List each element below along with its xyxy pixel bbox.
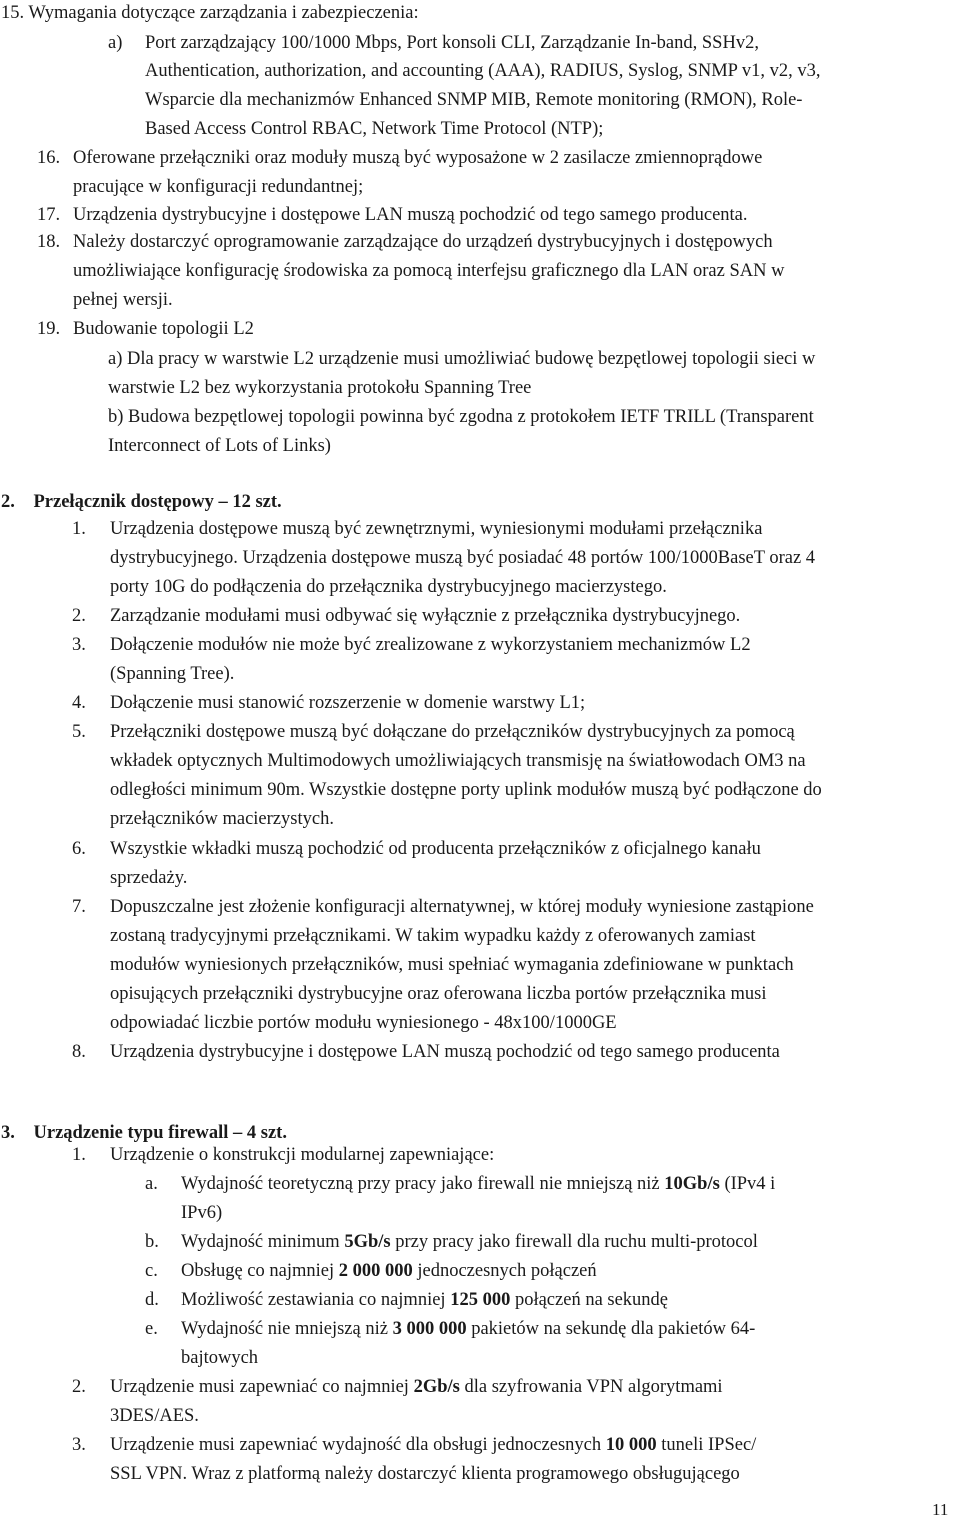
- list2-item-4-line: Dołączenie musi stanowić rozszerzenie w domenie warstwy L1;: [110, 693, 586, 713]
- list3-sub-b-text-end: przy pracy jako firewall dla ruchu multi-protocol: [390, 1232, 758, 1252]
- item-15a-line: Port zarządzający 100/1000 Mbps, Port konsoli CLI, Zarządzanie In-band, SSHv2,: [145, 33, 759, 53]
- list3-item-2-text-end: dla szyfrowania VPN algorytmami: [459, 1377, 723, 1397]
- list2-item-7-line: modułów wyniesionych przełączników, musi spełniać wymagania zdefiniowane w punktach: [110, 955, 794, 975]
- list3-item-2-line: [110, 1378, 723, 1397]
- list3-item-1-number: 1.: [72, 1145, 86, 1165]
- section-2-heading: [1, 493, 282, 512]
- list2-item-4-number: 4.: [72, 693, 86, 713]
- item-19a-line: warstwie L2 bez wykorzystania protokołu Spanning Tree: [108, 378, 532, 398]
- item-15a-marker: a): [108, 33, 123, 53]
- item-16-number: 16.: [37, 148, 61, 168]
- item-17-number: 17.: [37, 205, 61, 225]
- list2-item-3-line: Dołączenie modułów nie może być zrealizowane z wykorzystaniem mechanizmów L2: [110, 635, 751, 655]
- list2-item-1-line: Urządzenia dostępowe muszą być zewnętrznymi, wyniesionymi modułami przełącznika: [110, 519, 763, 539]
- list3-sub-e-bold: 3 000 000: [392, 1319, 467, 1339]
- list3-sub-e-marker: e.: [145, 1319, 158, 1339]
- list2-item-7-line: odpowiadać liczbie portów modułu wyniesionego - 48x100/1000GE: [110, 1013, 617, 1033]
- list3-item-1-text: Urządzenie o konstrukcji modularnej zapewniające:: [110, 1145, 495, 1165]
- list3-item-2-cont: 3DES/AES.: [110, 1406, 199, 1426]
- list2-item-7-line: Dopuszczalne jest złożenie konfiguracji alternatywnej, w której moduły wyniesione zastąpione: [110, 897, 814, 917]
- section-2-number: 2.: [1, 492, 15, 512]
- list3-sub-c-bold: 2 000 000: [338, 1261, 413, 1281]
- list3-item-2-bold: 2Gb/s: [413, 1377, 460, 1397]
- list3-sub-a-text-end: (IPv4 i: [719, 1174, 776, 1194]
- list3-item-3-text: Urządzenie musi zapewniać wydajność dla obsługi jednoczesnych: [110, 1435, 606, 1455]
- list3-item-3-line: [110, 1436, 756, 1455]
- list3-sub-d-marker: d.: [145, 1290, 159, 1310]
- item-15a-line: Based Access Control RBAC, Network Time Protocol (NTP);: [145, 119, 604, 139]
- list2-item-2-number: 2.: [72, 606, 86, 626]
- item-18-line: umożliwiające konfigurację środowiska za pomocą interfejsu graficznego dla LAN oraz SAN w: [73, 261, 785, 281]
- list2-item-2-line: Zarządzanie modułami musi odbywać się wyłącznie z przełącznika dystrybucyjnego.: [110, 606, 741, 626]
- list3-sub-c-text-end: jednoczesnych połączeń: [412, 1261, 597, 1281]
- list2-item-7-line: opisujących przełączniki dystrybucyjne oraz oferowana liczba portów przełącznika musi: [110, 984, 767, 1004]
- section-3-title: Urządzenie typu firewall – 4 szt.: [33, 1123, 287, 1143]
- list3-sub-b-text: Wydajność minimum: [181, 1232, 345, 1252]
- item-18-number: 18.: [37, 232, 61, 252]
- item-15-number: 15.: [1, 3, 25, 23]
- list2-item-5-line: przełączników macierzystych.: [110, 809, 334, 829]
- list3-sub-d-text: Możliwość zestawiania co najmniej: [181, 1290, 451, 1310]
- section-2-title: Przełącznik dostępowy – 12 szt.: [33, 492, 282, 512]
- list3-sub-d-text-end: połączeń na sekundę: [510, 1290, 669, 1310]
- list3-sub-e-cont: bajtowych: [181, 1348, 259, 1368]
- list3-item-2-number: 2.: [72, 1377, 86, 1397]
- list2-item-5-line: wkładek optycznych Multimodowych umożliwiających transmisję na światłowodach OM3 na: [110, 751, 806, 771]
- list2-item-5-line: Przełączniki dostępowe muszą być dołączane do przełączników dystrybucyjnych za pomocą: [110, 722, 795, 742]
- list3-sub-e-text-end: pakietów na sekundę dla pakietów 64-: [466, 1319, 756, 1339]
- list3-sub-b-line: [181, 1233, 758, 1252]
- item-15-heading: [1, 4, 419, 23]
- list3-sub-a-cont: IPv6): [181, 1203, 223, 1223]
- list3-item-3-number: 3.: [72, 1435, 86, 1455]
- list3-item-3-bold: 10 000: [605, 1435, 657, 1455]
- list3-item-2-text: Urządzenie musi zapewniać co najmniej: [110, 1377, 414, 1397]
- list2-item-1-line: porty 10G do podłączenia do przełącznika dystrybucyjnego macierzystego.: [110, 577, 667, 597]
- list3-sub-c-line: [181, 1262, 597, 1281]
- list3-sub-e-line: [181, 1320, 755, 1339]
- list3-item-3-text-end: tuneli IPSec/: [656, 1435, 757, 1455]
- item-17-text: Urządzenia dystrybucyjne i dostępowe LAN muszą pochodzić od tego samego producenta.: [73, 205, 748, 225]
- list3-item-3-cont: SSL VPN. Wraz z platformą należy dostarczyć klienta programowego obsługującego: [110, 1464, 740, 1484]
- page-number: 11: [932, 1500, 949, 1519]
- item-19-number: 19.: [37, 319, 61, 339]
- list2-item-6-line: sprzedaży.: [110, 868, 188, 888]
- list3-sub-b-bold: 5Gb/s: [344, 1232, 391, 1252]
- item-18-line: Należy dostarczyć oprogramowanie zarządzające do urządzeń dystrybucyjnych i dostępowych: [73, 232, 773, 252]
- list2-item-3-line: (Spanning Tree).: [110, 664, 235, 684]
- list3-sub-e-text: Wydajność nie mniejszą niż: [181, 1319, 393, 1339]
- item-19a-line: a) Dla pracy w warstwie L2 urządzenie musi umożliwiać budowę bezpętlowej topologii sieci w: [108, 349, 816, 369]
- list2-item-6-number: 6.: [72, 839, 86, 859]
- list2-item-5-number: 5.: [72, 722, 86, 742]
- item-16-line: Oferowane przełączniki oraz moduły muszą być wyposażone w 2 zasilacze zmiennoprądowe: [73, 148, 763, 168]
- list2-item-5-line: odległości minimum 90m. Wszystkie dostępne porty uplink modułów muszą być podłączone do: [110, 780, 822, 800]
- list2-item-8-line: Urządzenia dystrybucyjne i dostępowe LAN muszą pochodzić od tego samego producenta: [110, 1042, 780, 1062]
- section-3-number: 3.: [1, 1123, 15, 1143]
- list3-sub-a-marker: a.: [145, 1174, 158, 1194]
- item-15-title: Wymagania dotyczące zarządzania i zabezpieczenia:: [28, 3, 419, 23]
- list2-item-1-line: dystrybucyjnego. Urządzenia dostępowe muszą być posiadać 48 portów 100/1000BaseT oraz 4: [110, 548, 816, 568]
- list3-sub-a-text: Wydajność teoretyczną przy pracy jako firewall nie mniejszą niż: [181, 1174, 665, 1194]
- item-19b-line: b) Budowa bezpętlowej topologii powinna być zgodna z protokołem IETF TRILL (Transparent: [108, 407, 814, 427]
- item-19b-line: Interconnect of Lots of Links): [108, 436, 331, 456]
- list2-item-1-number: 1.: [72, 519, 86, 539]
- item-18-line: pełnej wersji.: [73, 290, 173, 310]
- list2-item-7-number: 7.: [72, 897, 86, 917]
- list3-sub-c-marker: c.: [145, 1261, 158, 1281]
- item-16-line: pracujące w konfiguracji redundantnej;: [73, 177, 364, 197]
- list2-item-6-line: Wszystkie wkładki muszą pochodzić od producenta przełączników z oficjalnego kanału: [110, 839, 761, 859]
- list3-sub-d-line: [181, 1291, 668, 1310]
- list2-item-8-number: 8.: [72, 1042, 86, 1062]
- list2-item-3-number: 3.: [72, 635, 86, 655]
- item-15a-line: Wsparcie dla mechanizmów Enhanced SNMP MIB, Remote monitoring (RMON), Role-: [145, 90, 803, 110]
- list2-item-7-line: zostaną tradycyjnymi przełącznikami. W takim wypadku każdy z oferowanych zamiast: [110, 926, 756, 946]
- section-3-heading: [1, 1124, 287, 1143]
- list3-sub-a-bold: 10Gb/s: [664, 1174, 720, 1194]
- list3-sub-d-bold: 125 000: [450, 1290, 511, 1310]
- list3-sub-a-line: [181, 1175, 775, 1194]
- list3-sub-c-text: Obsługę co najmniej: [181, 1261, 339, 1281]
- list3-sub-b-marker: b.: [145, 1232, 159, 1252]
- item-19-title: Budowanie topologii L2: [73, 319, 254, 339]
- item-15a-line: Authentication, authorization, and accounting (AAA), RADIUS, Syslog, SNMP v1, v2, v3,: [145, 61, 821, 81]
